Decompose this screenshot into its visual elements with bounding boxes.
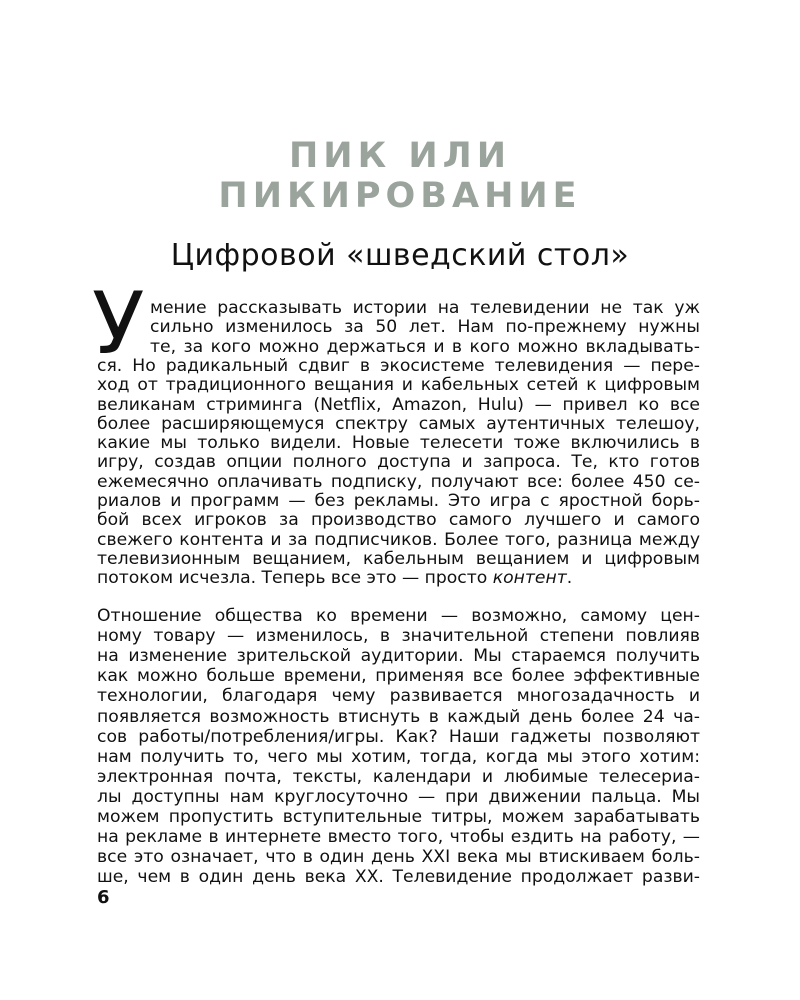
text-line: ход от традиционного вещания и кабельных сетей к цифровым	[97, 375, 700, 396]
chapter-subtitle: Цифровой «шведский стол»	[170, 238, 630, 273]
text-line: свежего контента и за подписчиков. Более того, разница между	[97, 529, 700, 550]
text-span: потоком исчезла. Теперь все это — просто	[97, 568, 493, 589]
text-line: лы доступны нам круглосуточно — при движении пальца. Мы	[97, 786, 700, 807]
text-line: как можно больше времени, применяя все более эффективные	[97, 666, 700, 687]
text-line: великанам стриминга (Netflix, Amazon, Hulu) — привел ко все	[97, 394, 700, 415]
text-span: .	[566, 568, 573, 589]
text-line: те, за кого можно держаться и в кого можно вкладывать-	[150, 336, 700, 357]
text-line: телевизионным вещанием, кабельным вещанием и цифровым	[97, 548, 700, 569]
text-line: Отношение общества ко времени — возможно, самому цен-	[97, 606, 700, 626]
text-line: можем пропустить вступительные титры, можем зарабатывать	[97, 807, 700, 827]
text-line: ежемесячно оплачивать подписку, получают все: более 450 се-	[97, 471, 700, 492]
text-line: электронная почта, тексты, календари и любимые телесериа-	[97, 766, 700, 787]
text-line: игру, создав опции полного доступа и запроса. Те, кто готов	[97, 452, 700, 473]
text-line: ше, чем в один день века XX. Телевидение продолжает разви-	[97, 867, 700, 888]
emphasis-text: контент	[492, 568, 567, 589]
text-line: какие мы только видели. Новые телесети тоже включились в	[97, 433, 700, 454]
text-line: риалов и программ — без рекламы. Это игра с яростной борь-	[97, 491, 700, 511]
text-line: мение рассказывать истории на телевидении не так уж	[150, 298, 700, 318]
text-line: на изменение зрительской аудитории. Мы стараемся получить	[97, 646, 700, 667]
text-line: сильно изменилось за 50 лет. Нам по-прежнему нужны	[150, 317, 700, 338]
text-line: технологии, благодаря чему развивается многозадачность и	[97, 686, 700, 707]
text-line: на рекламе в интернете вместо того, чтобы ездить на работу, —	[97, 827, 700, 848]
text-line: ному товару — изменилось, в значительной степени повлияв	[97, 626, 700, 647]
text-line: появляется возможность втиснуть в каждый день более 24 ча-	[97, 706, 700, 727]
text-line: более расширяющемуся спектру самых аутентичных телешоу,	[97, 413, 700, 434]
text-line: бой всех игроков за производство самого лучшего и самого	[97, 510, 700, 531]
drop-cap: У	[92, 274, 145, 374]
text-line: сов работы/потребления/игры. Как? Наши гаджеты позволяют	[97, 726, 700, 747]
page-number: 6	[97, 887, 110, 908]
chapter-title-line-2: ПИКИРОВАНИЕ	[218, 176, 582, 216]
text-line: нам получить то, чего мы хотим, тогда, когда мы этого хотим:	[97, 746, 700, 767]
text-line: ся. Но радикальный сдвиг в экосистеме телевидения — пере-	[97, 355, 700, 376]
text-line	[97, 568, 700, 588]
text-line: все это означает, что в один день XXI века мы втискиваем боль-	[97, 847, 700, 868]
chapter-title-line-1: ПИК ИЛИ	[288, 136, 512, 176]
